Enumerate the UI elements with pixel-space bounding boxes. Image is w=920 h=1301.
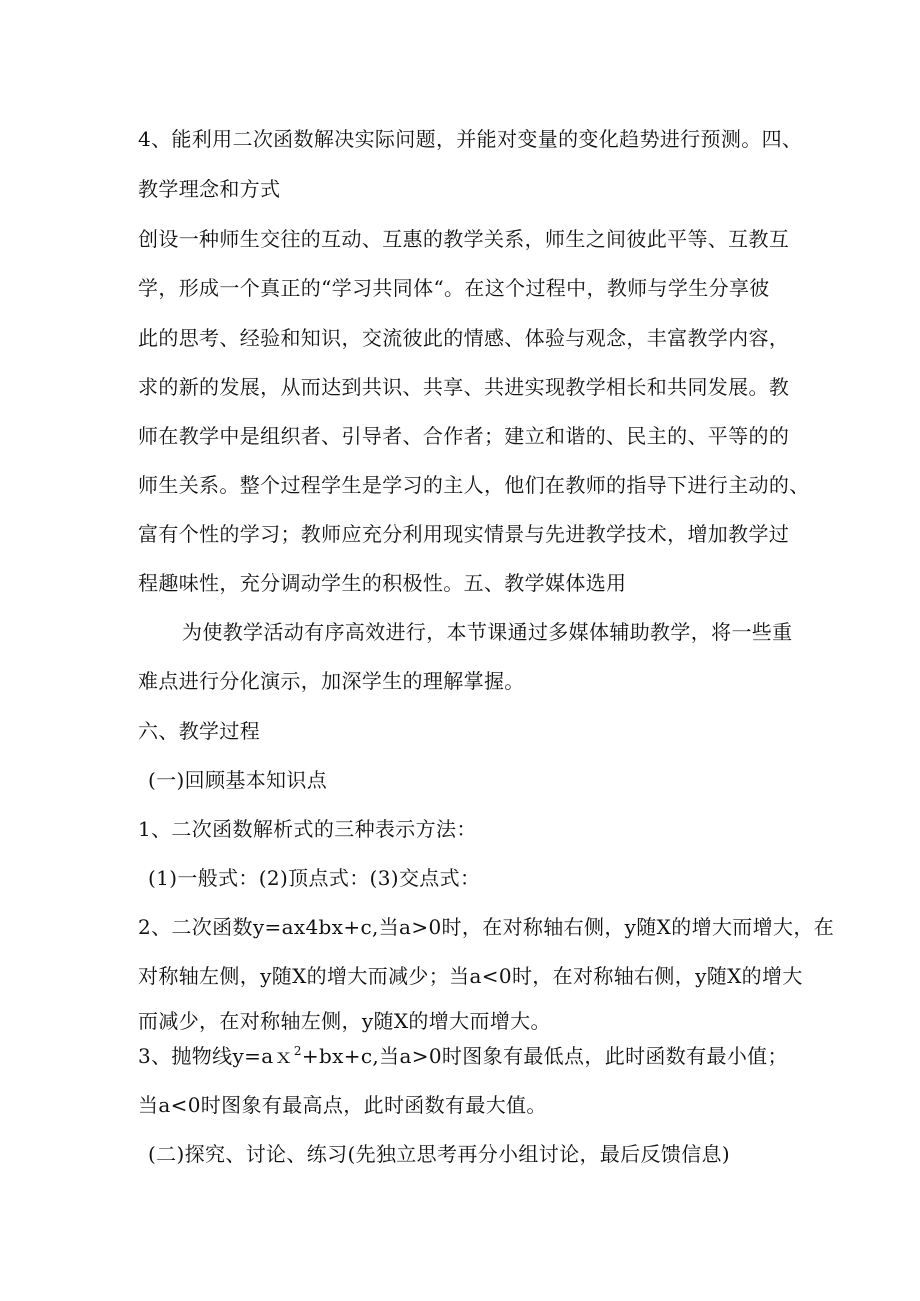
- section-heading: 六、教学过程: [138, 719, 261, 743]
- formula-text: 3、抛物线y=aｘ: [138, 1044, 294, 1068]
- text-line: 创设一种师生交往的互动、互惠的教学关系，师生之间彼此平等、互教互: [138, 227, 790, 251]
- formula-text: +bx+c,当a>0时图象有最低点，此时函数有最小值；: [301, 1044, 788, 1068]
- list-item: 1、二次函数解析式的三种表示方法：: [138, 817, 477, 841]
- list-item: 2、二次函数y=ax4bx+c,当a>0时，在对称轴右侧，y随X的增大而增大，在: [138, 915, 835, 939]
- superscript: 2: [293, 1044, 302, 1058]
- subsection-heading: (二)探究、讨论、练习(先独立思考再分小组讨论，最后反馈信息): [148, 1142, 731, 1166]
- text-line: 4、能利用二次函数解决实际问题，并能对变量的变化趋势进行预测。四、: [138, 127, 803, 151]
- text-line: 学，形成一个真正的“学习共同体“。在这个过程中，教师与学生分享彼: [138, 276, 770, 300]
- subsection-heading: (一)回顾基本知识点: [148, 768, 328, 792]
- text-line: 求的新的发展，从而达到共识、共享、共进实现教学相长和共同发展。教: [138, 375, 790, 399]
- list-item-with-superscript: [138, 1044, 788, 1068]
- text-line: 而减少，在对称轴左侧，y随X的增大而增大。: [138, 1009, 551, 1033]
- text-line: 程趣味性，充分调动学生的积极性。五、教学媒体选用: [138, 571, 627, 595]
- text-line: 难点进行分化演示，加深学生的理解掌握。: [138, 669, 525, 693]
- text-line: 当a<0时图象有最高点，此时函数有最大值。: [138, 1093, 547, 1117]
- text-line: 此的思考、经验和知识，交流彼此的情感、体验与观念，丰富教学内容，: [138, 326, 790, 350]
- section-heading: 教学理念和方式: [138, 177, 281, 201]
- list-item: (1)一般式：(2)顶点式：(3)交点式：: [148, 866, 481, 890]
- text-line: 富有个性的学习；教师应充分利用现实情景与先进教学技术，增加教学过: [138, 522, 790, 546]
- text-line: 对称轴左侧，y随X的增大而减少；当a<0时，在对称轴右侧，y随X的增大: [138, 964, 803, 988]
- text-line: 师生关系。整个过程学生是学习的主人，他们在教师的指导下进行主动的、: [138, 473, 810, 497]
- text-line: 师在教学中是组织者、引导者、合作者；建立和谐的、民主的、平等的的: [138, 424, 790, 448]
- paragraph-indented-line: 为使教学活动有序高效进行，本节课通过多媒体辅助教学，将一些重: [182, 620, 793, 644]
